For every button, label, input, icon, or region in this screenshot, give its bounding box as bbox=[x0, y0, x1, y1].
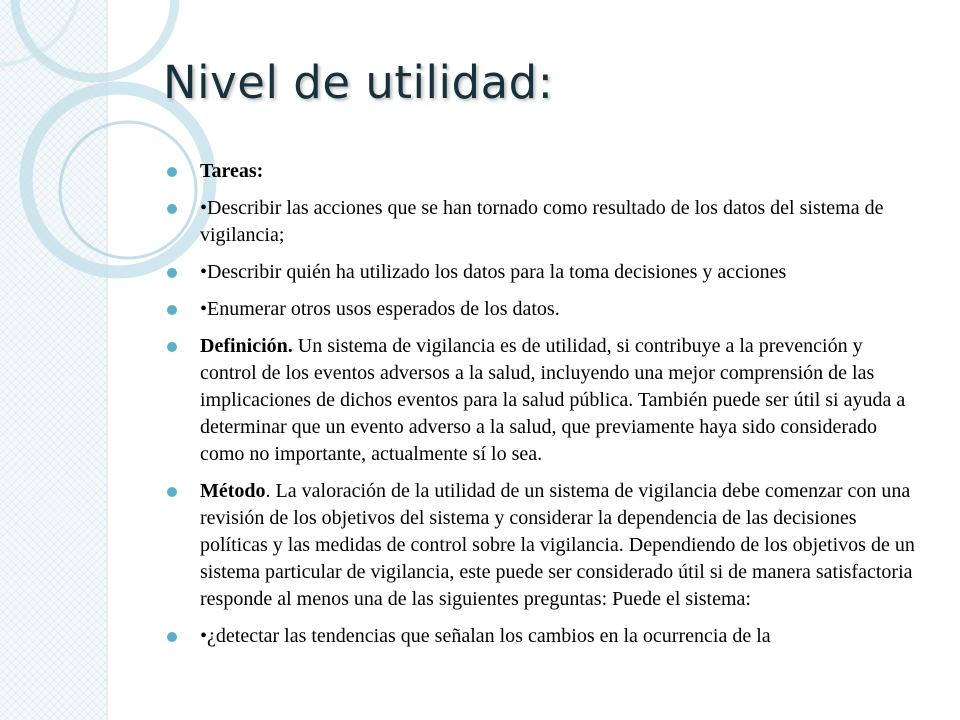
decorative-ring-top bbox=[15, 0, 175, 78]
bullet-dot bbox=[167, 268, 177, 278]
item-label: Definición. bbox=[200, 335, 293, 357]
bullet-dot bbox=[167, 204, 177, 214]
item-label: Método bbox=[200, 480, 266, 502]
bullet-list bbox=[163, 158, 923, 660]
list-item bbox=[163, 478, 923, 613]
item-text: Un sistema de vigilancia es de utilidad, si contribuye a la prevención y control de los eventos adversos a la salud, incluyendo una mejor comprensión de las implicaciones de dichos eventos para la salud pública. También puede ser útil si ayuda a determinar que un evento adverso a la salud, que previamente haya sido considerado como no importante, actualmente sí lo sea. bbox=[200, 335, 906, 465]
list-item bbox=[163, 296, 923, 323]
item-text: . La valoración de la utilidad de un sistema de vigilancia debe comenzar con una revisión de los objetivos del sistema y considerar la dependencia de las decisiones políticas y las medidas de control sobre la vigilancia. Dependiendo de los objetivos de un sistema particular de vigilancia, este puede ser considerado útil si de manera satisfactoria responde al menos una de las siguientes preguntas: Puede el sistema: bbox=[200, 480, 915, 610]
bullet-dot bbox=[167, 167, 177, 177]
item-text: •Enumerar otros usos esperados de los datos. bbox=[200, 298, 560, 320]
bullet-dot bbox=[167, 305, 177, 315]
list-item bbox=[163, 623, 923, 650]
bullet-dot bbox=[167, 632, 177, 642]
bullet-dot bbox=[167, 342, 177, 352]
list-item bbox=[163, 333, 923, 468]
item-text: •¿detectar las tendencias que señalan los cambios en la ocurrencia de la bbox=[200, 625, 771, 647]
list-item bbox=[163, 195, 923, 249]
item-text: •Describir quién ha utilizado los datos para la toma decisiones y acciones bbox=[200, 261, 787, 283]
slide-title: Nivel de utilidad: bbox=[163, 56, 554, 109]
list-item bbox=[163, 158, 923, 185]
bullet-dot bbox=[167, 487, 177, 497]
item-text: •Describir las acciones que se han tornado como resultado de los datos del sistema de vigilancia; bbox=[200, 197, 884, 246]
item-label: Tareas: bbox=[200, 160, 264, 182]
list-item bbox=[163, 259, 923, 286]
